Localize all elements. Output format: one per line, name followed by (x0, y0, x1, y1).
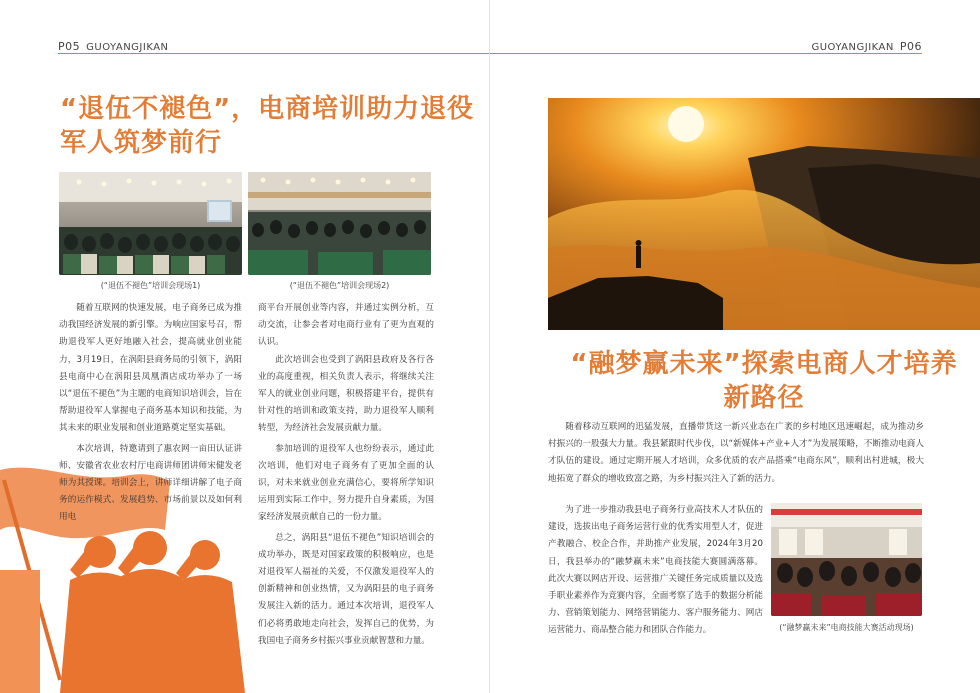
paragraph: 随着移动互联网的迅猛发展，直播带货这一新兴业态在广袤的乡村地区迅速崛起，成为推动乡村振兴的一股强大力量。我县紧跟时代步伐，以“新媒体+产业+人才”为发展策略，不断推动电商人才队伍的建设。通过定期开展人才培训，众多优质的农产品搭乘“电商东风”，顺利出村进城，极大地拓宽了群众的增收致富之路，为乡村振兴注入了新的活力。 (548, 422, 924, 484)
title-line-1: “退伍不褪色”，电商培训助力退役 (60, 94, 475, 124)
article-body (548, 502, 763, 640)
paragraph: 随着互联网的快速发展，电子商务已成为推动我国经济发展的新引擎。为响应国家号召，帮助退役军人更好地融入社会，提高就业创业能力，3月19日，在涡阳县商务局的引领下，涡阳县电商中心在涡阳县凤凰酒店成功举办了一场以“退伍不褪色”为主题的电商知识培训会，旨在帮助退役军人掌握电子商务基本知识和技能，为其未来的职业发展和创业道路奠定坚实基础。 (59, 303, 242, 434)
title-line-2: 新路径 (723, 383, 805, 413)
photo-1-caption: (“退伍不褪色”培训会现场1) (100, 281, 201, 290)
page-number: P05 (58, 40, 81, 53)
article-column-2 (258, 300, 434, 650)
header-rule (58, 53, 490, 54)
training-photo-1 (59, 172, 242, 275)
intro-paragraph (548, 419, 924, 488)
paragraph: 商平台开展创业等内容，并通过实例分析，互动交流，让参会者对电商行业有了更为直观的认识。 (258, 303, 434, 348)
photo-2-caption: (“退伍不褪色”培训会现场2) (289, 281, 390, 290)
right-page-header (811, 40, 922, 53)
paragraph: 总之，涡阳县“退伍不褪色”知识培训会的成功举办，既是对国家政策的积极响应，也是对退役军人福祉的关爱，不仅激发退役军人的创新精神和创业热情，又为涡阳县的电子商务发展注入新的活力。通过本次培训，退役军人们必将勇敢地走向社会，发挥自己的优势，为我国电子商务乡村振兴事业贡献智慧和力量。 (258, 532, 434, 646)
page-number: P06 (899, 40, 922, 53)
paragraph: 本次培训，特邀请到了惠农网一亩田认证讲师、安徽省农业农村厅电商讲师团讲师宋健发老师为其授课。培训会上，讲师详细讲解了电子商务的运作模式、发展趋势、市场前景以及如何利用电 (59, 443, 242, 523)
title-line-1: “融梦赢未来”探索电商人才培养 (570, 349, 958, 379)
article-column-1 (59, 300, 242, 527)
section-label: GUOYANGJIKAN (86, 42, 169, 53)
paragraph: 为了进一步推动我县电子商务行业高技术人才队伍的建设，选拔出电子商务运营行业的优秀实用型人才，促进产教融合、校企合作，并助推产业发展，2024年3月20日，我县举办的“融梦赢未来”电商技能大赛圆满落幕。此次大赛以网店开设、运营推广关键任务完成质量以及选手职业素养作为竞赛内容，全面考察了选手的数据分析能力、营销策划能力、网络营销能力、客户服务能力、网店运营能力、商品整合能力和团队合作能力。 (548, 505, 763, 636)
section-label: GUOYANGJIKAN (811, 42, 894, 53)
training-photo-2 (248, 172, 431, 275)
contest-photo (771, 503, 922, 616)
contest-photo-caption: (“融梦赢未来”电商技能大赛活动现场) (779, 623, 914, 632)
paragraph: 此次培训会也受到了涡阳县政府及各行各业的高度重视，相关负责人表示，将继续关注军人的就业创业问题，积极搭建平台，提供有针对性的培训和政策支持，助力退役军人顺利转型，为经济社会发展贡献力量。 (258, 354, 434, 434)
right-page (490, 0, 980, 693)
left-page-header (58, 40, 169, 53)
title-line-2: 军人筑梦前行 (60, 128, 223, 158)
article-title (60, 92, 474, 160)
paragraph: 参加培训的退役军人也纷纷表示，通过此次培训，他们对电子商务有了更加全面的认识，对未来就业创业充满信心，要将所学知识运用到实际工作中，努力提升自身素质，为国家经济发展贡献自己的一份力量。 (258, 443, 434, 523)
sunrise-mountain-photo (548, 98, 980, 330)
article-title (564, 347, 964, 415)
header-rule (490, 53, 922, 54)
